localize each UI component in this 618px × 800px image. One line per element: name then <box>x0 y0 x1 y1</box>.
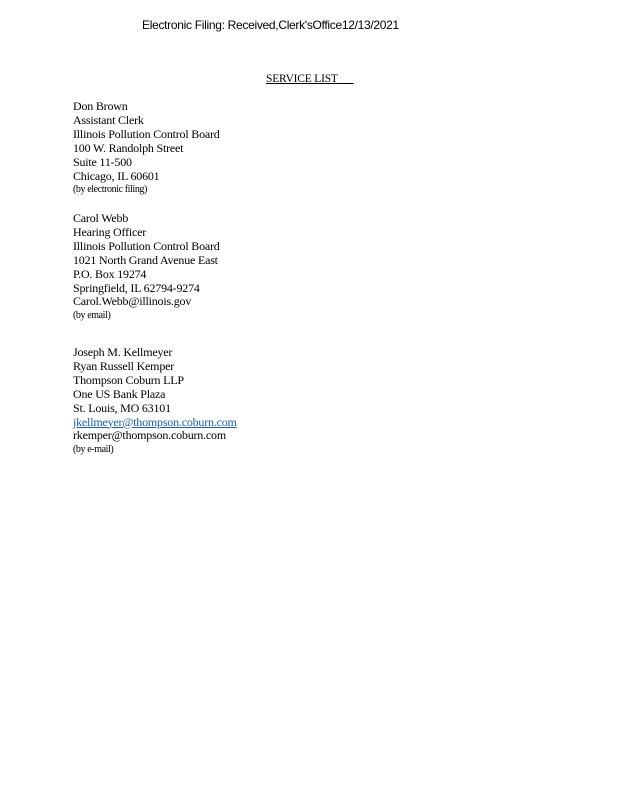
recipient-street: One US Bank Plaza <box>73 386 166 401</box>
recipient-email-link[interactable]: jkellmeyer@thompson.coburn.com <box>73 414 237 429</box>
recipient-block-carol-webb <box>73 212 220 323</box>
recipient-city-state-zip: Chicago, IL 60601 <box>73 168 160 183</box>
recipient-organization: Thompson Coburn LLP <box>73 372 184 387</box>
recipient-suite: Suite 11-500 <box>73 154 132 169</box>
recipient-block-thompson-coburn <box>73 346 237 457</box>
page-title <box>266 73 354 85</box>
recipient-block-don-brown <box>73 100 220 197</box>
recipient-name-kemper: Ryan Russell Kemper <box>73 358 175 373</box>
recipient-email: Carol.Webb@illinois.gov <box>73 294 192 309</box>
recipient-organization: Illinois Pollution Control Board <box>73 126 220 141</box>
recipient-email: rkemper@thompson.coburn.com <box>73 428 226 443</box>
recipient-street: 1021 North Grand Avenue East <box>73 252 218 267</box>
delivery-method: (by email) <box>73 310 111 322</box>
recipient-organization: Illinois Pollution Control Board <box>73 238 220 253</box>
recipient-title: Assistant Clerk <box>73 112 144 127</box>
electronic-filing-stamp: Electronic Filing: Received,Clerk'sOffice12/13/2021 <box>142 18 399 32</box>
recipient-name-kellmeyer: Joseph M. Kellmeyer <box>73 345 173 359</box>
recipient-title: Hearing Officer <box>73 224 147 239</box>
recipient-email-link-row <box>73 416 237 430</box>
recipient-street: 100 W. Randolph Street <box>73 140 184 155</box>
service-list-title: SERVICE LIST <box>266 73 338 85</box>
recipient-city-state-zip: Springfield, IL 62794-9274 <box>73 280 200 295</box>
recipient-po-box: P.O. Box 19274 <box>73 266 147 281</box>
recipient-name: Don Brown <box>73 99 128 113</box>
recipient-city-state-zip: St. Louis, MO 63101 <box>73 400 171 415</box>
recipient-name: Carol Webb <box>73 211 129 225</box>
delivery-method: (by e-mail) <box>73 444 114 456</box>
delivery-method: (by electronic filing) <box>73 184 147 196</box>
